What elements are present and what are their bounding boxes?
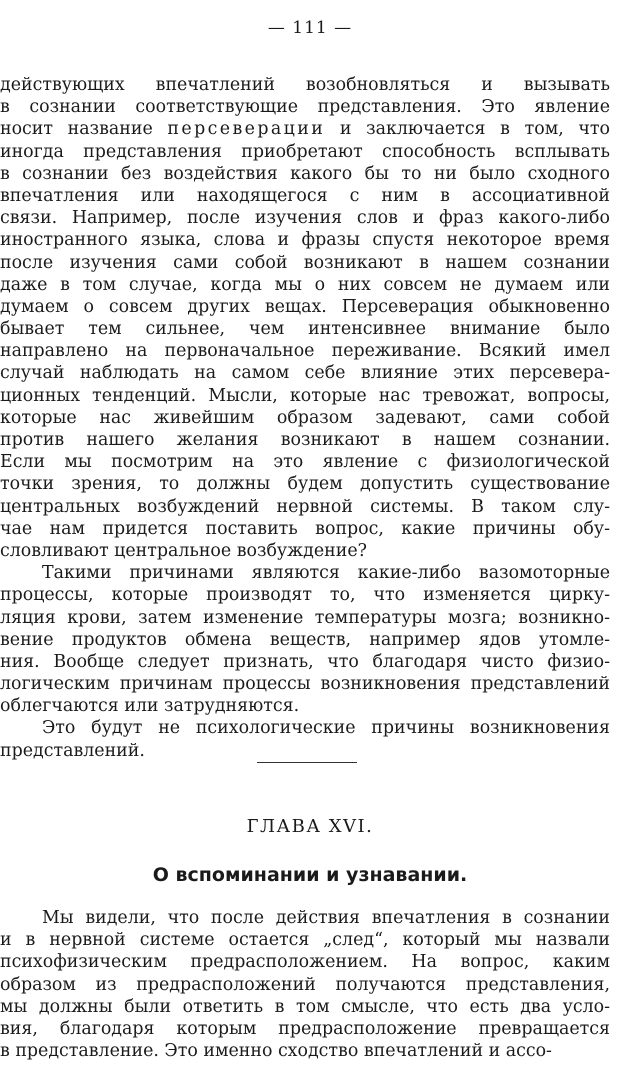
text-line: после изучения сами собой возникают в нашем сознании [0, 252, 610, 273]
text-line: в сознании соответствующие представления. Это явление [0, 97, 610, 118]
text-line [0, 118, 610, 140]
text-line: точки зрения, то должны будем допустить существование [0, 474, 610, 495]
chapter-heading: ГЛАВА XVI. [246, 816, 374, 837]
body-text-top [0, 74, 610, 762]
page-number: — 111 — [267, 18, 353, 38]
text-line: Если мы посмотрим на это явление с физиологической [0, 452, 610, 473]
text-line: ния. Вообще следует признать, что благодаря чисто физио- [0, 651, 610, 672]
text-line: чае нам придется поставить вопрос, какие причины обу- [0, 518, 610, 539]
text-line: образом из предрасположений получаются представления, [0, 974, 610, 995]
text-line: в представление. Это именно сходство впечатлений и ассо- [0, 1041, 552, 1062]
text-line: вия, благодаря которым предрасположение превращается [0, 1018, 610, 1039]
body-text-bottom [0, 907, 610, 1062]
text-line: иногда представления приобретают способность всплывать [0, 141, 610, 162]
text-line: Это будут не психологические причины возникновения [42, 718, 610, 739]
text-line: в сознании без воздействия какого бы то ни было сходного [0, 163, 610, 184]
text-line: центральных возбуждений нервной системы. В таком слу- [0, 496, 610, 517]
text-line: психофизическим предрасположением. На вопрос, каким [0, 952, 610, 973]
text-line: направлено на первоначальное переживание. Всякий имел [0, 341, 610, 362]
text-line: представлений. [0, 740, 145, 761]
text-line: действующих впечатлений возобновляться и вызывать [0, 75, 610, 95]
text-line: Мы видели, что после действия впечатления в сознании [42, 908, 610, 928]
text-line: случай наблюдать на самом себе влияние этих персеверa- [0, 363, 610, 384]
text-line: и в нервной системе остается „след“, который мы назвали [0, 930, 610, 951]
text-line: ционных тенденций. Мысли, которые нас тревожат, вопросы, [0, 385, 610, 406]
text-line: думаем о совсем других вещах. Персеверация обыкновенно [0, 296, 610, 317]
text-line: облегчаются или затрудняются. [0, 696, 300, 717]
text-line: процессы, которые производят то, что изменяется цирку- [0, 585, 610, 606]
text-line: против нашего желания возникают в нашем сознании. [0, 430, 610, 450]
text-line: словливают центральное возбуждение? [0, 540, 367, 561]
section-title: О вспоминании и узнавании. [152, 864, 468, 886]
text-line: даже в том случае, когда мы о них совсем не думаем или [0, 274, 610, 295]
text-line: связи. Например, после изучения слов и фраз какого-либо [0, 208, 610, 229]
emphasized-term: персеверации [167, 119, 326, 140]
section-separator [257, 762, 357, 763]
text-line: вение продуктов обмена веществ, например ядов утомле- [0, 629, 610, 650]
text-fragment: и заключается в том, что [325, 119, 610, 140]
text-line: Такими причинами являются какие-либо вазомоторные [42, 563, 610, 584]
text-line: впечатления или находящегося с ним в ассоциативной [0, 185, 610, 206]
text-line: иностранного языка, слова и фразы спустя некоторое время [0, 230, 610, 251]
text-line: мы должны были ответить в том смысле, что есть два усло- [0, 996, 610, 1017]
text-line: которые нас живейшим образом задевают, сами собой [0, 407, 610, 428]
text-fragment: носит название [0, 119, 168, 140]
text-line: логическим причинам процессы возникновения представлений [0, 674, 610, 695]
text-line: ляция крови, затем изменение температуры мозга; возникно- [0, 607, 610, 628]
text-line: бывает тем сильнее, чем интенсивнее внимание было [0, 319, 610, 340]
